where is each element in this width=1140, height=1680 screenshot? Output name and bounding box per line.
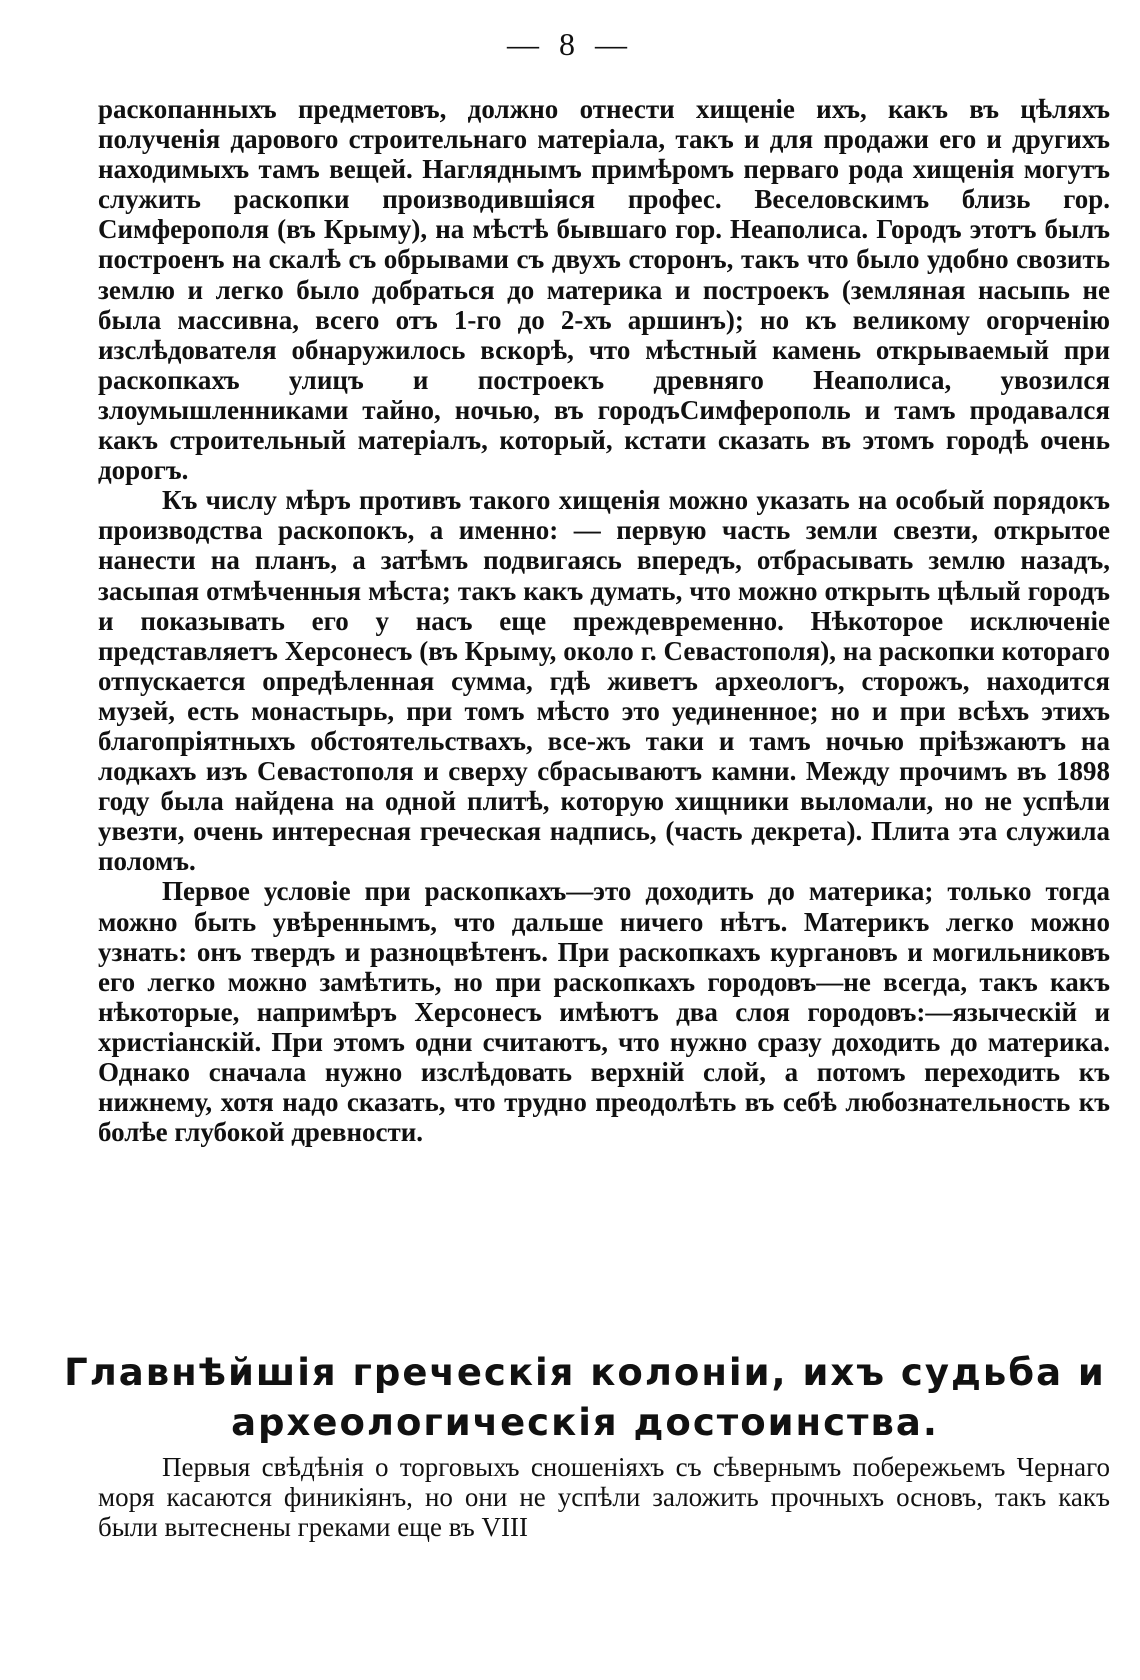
- paragraph-bedrock: Первое условіе при раскопкахъ—это доходить до материка; только тогда можно быть увѣреннымъ, что дальше ничего нѣтъ. Материкъ легко можно узнать: онъ твердъ и разноцвѣтенъ. При раскопкахъ кургановъ и могильниковъ его легко можно замѣтить, но при раскопкахъ городовъ—не всегда, такъ какъ нѣкоторые, напримѣръ Херсонесъ имѣютъ два слоя городовъ:—языческій и христіанскій. При этомъ одни считаютъ, что нужно сразу доходить до материка. Однако сначала нужно изслѣдовать верхній слой, а потомъ переходить къ нижнему, хотя надо сказать, что трудно преодолѣть въ себѣ любознательность къ болѣе глубокой древности.: [98, 876, 1110, 1148]
- paragraph-phoenicians: Первыя свѣдѣнія о торговыхъ сношеніяхъ съ сѣвернымъ побережьемъ Чернаго моря касаются финикіянъ, но они не успѣли заложить прочныхъ основъ, такъ какъ были вытеснены греками еще въ VIII: [98, 1452, 1110, 1543]
- paragraph-looting-neapolis: раскопанныхъ предметовъ, должно отнести хищеніе ихъ, какъ въ цѣляхъ полученія дарового строительнаго матеріала, такъ и для продажи его и другихъ находимыхъ тамъ вещей. Нагляднымъ примѣромъ перваго рода хищенія могутъ служить раскопки производившіяся профес. Веселовскимъ близь гор. Симферополя (въ Крыму), на мѣстѣ бывшаго гор. Неаполиса. Городъ этотъ былъ построенъ на скалѣ съ обрывами съ двухъ сторонъ, такъ что было удобно свозить землю и легко было добраться до материка и построекъ (земляная насыпь не была массивна, всего отъ 1-го до 2-хъ аршинъ); но къ великому огорченію изслѣдователя обнаружилось вскорѣ, что мѣстный камень открываемый при раскопкахъ улицъ и построекъ древняго Неаполиса, увозился злоумышленниками тайно, ночью, въ городъСимферополь и тамъ продавался какъ строительный матеріалъ, который, кстати сказать въ этомъ городѣ очень дорогъ.: [98, 94, 1110, 486]
- section-heading: Главнѣйшія греческія колоніи, ихъ судьба и археологическія достоинства.: [64, 1351, 1106, 1444]
- body-text: [98, 94, 1110, 1147]
- page-number: — 8 —: [507, 26, 633, 62]
- paragraph-excavation-order: Къ числу мѣръ противъ такого хищенія можно указать на особый порядокъ производства раскопокъ, а именно: — первую часть земли свезти, открытое нанести на планъ, а затѣмъ подвигаясь впередъ, отбрасывать землю назадъ, засыпая отмѣченныя мѣста; такъ какъ думать, что можно открыть цѣлый городъ и показывать его у насъ еще преждевременно. Нѣкоторое исключеніе представляетъ Херсонесъ (въ Крыму, около г. Севастополя), на раскопки котораго отпускается опредѣленная сумма, гдѣ живетъ археологъ, сторожъ, находится музей, есть монастырь, при томъ мѣсто это уединенное; но и при всѣхъ этихъ благопріятныхъ обстоятельствахъ, все-жъ таки и тамъ ночью пріѣзжаютъ на лодкахъ изъ Севастополя и сверху сбрасываютъ камни. Между прочимъ въ 1898 году была найдена на одной плитѣ, которую хищники выломали, но не успѣли увезти, очень интересная греческая надпись, (часть декрета). Плита эта служила поломъ.: [98, 485, 1110, 877]
- section-text: [98, 1452, 1110, 1542]
